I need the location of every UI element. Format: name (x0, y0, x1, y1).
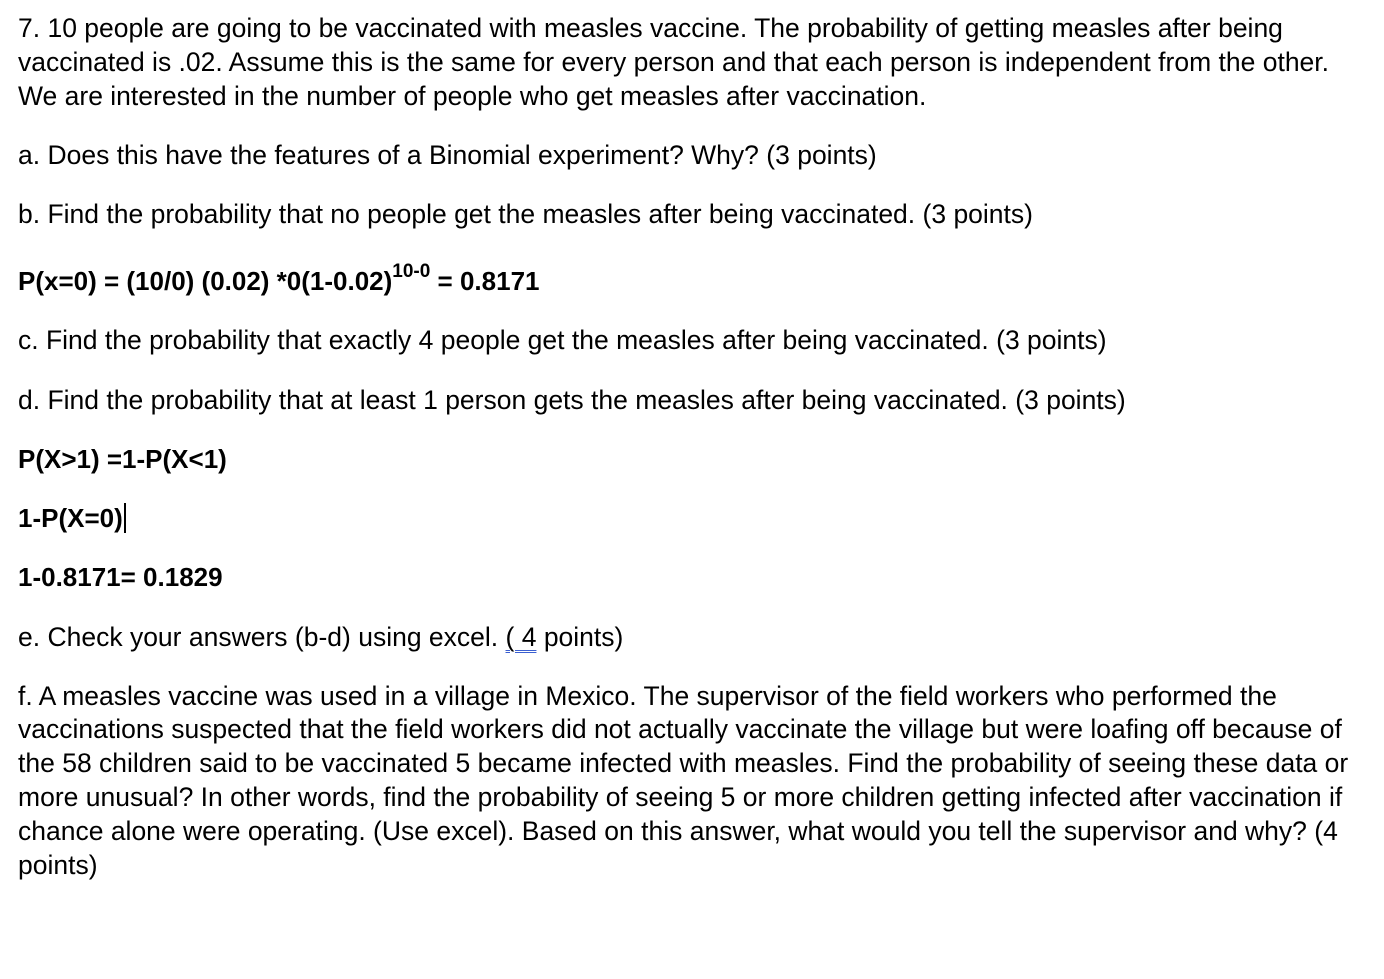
part-d-text: d. Find the probability that at least 1 person gets the measles after being vaccinated. (3 points) (18, 384, 1126, 415)
part-e-main: e. Check your answers (b-d) using excel. (18, 621, 506, 652)
part-f-text: f. A measles vaccine was used in a village in Mexico. The supervisor of the field workers who performed the vaccinations suspected that the field workers did not actually vaccinate the village but were loafing off because of the 58 children said to be vaccinated 5 became infected with measles. Find the probability of seeing these data or more unusual? In other words, find the probability of seeing 5 or more children getting infected after vaccination if chance alone were operating. (Use excel). Based on this answer, what would you tell the supervisor and why? (4 points) (18, 680, 1349, 880)
answer-d-line1[interactable]: P(X>1) =1-P(X<1) (18, 444, 227, 475)
answer-b[interactable] (18, 261, 1368, 299)
part-c-text: c. Find the probability that exactly 4 people get the measles after being vaccinated. (3 points) (18, 324, 1107, 355)
text-cursor (124, 503, 126, 533)
part-a-text: a. Does this have the features of a Binomial experiment? Why? (3 points) (18, 140, 877, 171)
part-e-text (18, 621, 1368, 655)
answer-d-line2-text: 1-P(X=0) (18, 503, 123, 534)
part-b-text: b. Find the probability that no people get the measles after being vaccinated. (3 points) (18, 199, 1033, 230)
question-intro: 7. 10 people are going to be vaccinated with measles vaccine. The probability of getting measles after being vaccinated is .02. Assume this is the same for every person and that each person is independent from the other. We are interested in the number of people who get measles after vaccination. (18, 13, 1330, 111)
part-e-flagged-text[interactable]: ( 4 (505, 621, 537, 652)
answer-b-main: P(x=0) = (10/0) (0.02) *0(1-0.02) (18, 265, 393, 296)
part-e-end: points) (536, 621, 624, 652)
answer-b-result: = 0.8171 (430, 265, 540, 296)
document-page (18, 12, 1368, 882)
answer-d-line3[interactable]: 1-0.8171= 0.1829 (18, 561, 223, 592)
answer-d-line2[interactable] (18, 502, 1368, 536)
answer-b-exponent: 10-0 (392, 261, 431, 283)
